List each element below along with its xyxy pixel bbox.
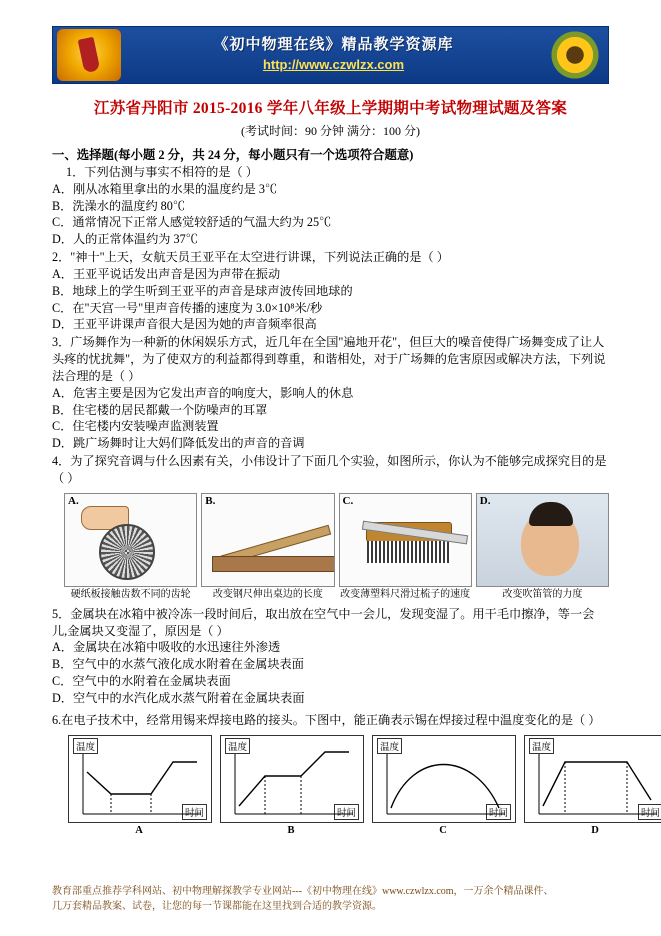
desk-icon xyxy=(212,556,334,572)
figure-a xyxy=(64,493,197,601)
question-2-option-a: A．王亚平说话发出声音是因为声带在振动 xyxy=(52,266,281,281)
chart-d-ylabel: 温度 xyxy=(529,738,554,754)
figure-b-caption: 改变钢尺伸出桌边的长度 xyxy=(212,588,323,600)
question-5-option-b: B．空气中的水蒸气液化成水附着在金属块表面 xyxy=(52,657,304,672)
question-5-option-a: A．金属块在冰箱中吸收的水迅速往外渗透 xyxy=(52,640,281,655)
question-5-stem: 5．金属块在冰箱中被冷冻一段时间后，取出放在空气中一会儿，发现变湿了。用干毛巾擦净，等一会儿,金属块又变湿了，原因是（ ） xyxy=(52,606,595,638)
chart-c-xlabel: 时间 xyxy=(486,804,511,820)
sunflower-icon xyxy=(546,29,604,81)
figure-d-label: D. xyxy=(479,494,491,507)
footer-line-2: 几万套精品教案、试卷，让您的每一节课都能在这里找到合适的教学资源。 xyxy=(52,901,382,912)
exam-subtitle: (考试时间：90 分钟 满分：100 分) xyxy=(241,124,420,138)
figure-a-label: A. xyxy=(68,494,79,507)
question-5-option-c: C．空气中的水附着在金属块表面 xyxy=(52,674,231,689)
chart-a-xlabel: 时间 xyxy=(182,804,207,820)
figure-b xyxy=(201,493,334,601)
chart-d-label: D xyxy=(591,824,599,836)
question-1-option-a: A．刚从冰箱里拿出的水果的温度约是 3℃ xyxy=(52,181,278,196)
figure-c xyxy=(339,493,472,601)
figure-b-label: B. xyxy=(205,494,216,507)
question-2-option-c: C．在"天宫一号"里声音传播的速度为 3.0×10⁸米/秒 xyxy=(52,300,323,315)
banner-url[interactable]: http://www.czwlzx.com xyxy=(262,56,405,72)
chart-c-label: C xyxy=(439,824,447,836)
chart-b-plot xyxy=(221,736,363,822)
boy-photo-icon xyxy=(477,494,608,586)
chart-d xyxy=(524,735,661,836)
figure-a-caption: 硬纸板接触齿数不同的齿轮 xyxy=(70,588,191,600)
question-1-option-d: D．人的正常体温约为 37℃ xyxy=(52,232,198,247)
question-5-option-d: D．空气中的水汽化成水蒸气附着在金属块表面 xyxy=(52,690,305,705)
chart-a xyxy=(68,735,210,836)
question-2-option-b: B．地球上的学生听到王亚平的声音是球声波传回地球的 xyxy=(52,283,353,298)
chart-b-xlabel: 时间 xyxy=(334,804,359,820)
banner-title: 《初中物理在线》精品教学资源库 xyxy=(213,37,454,54)
question-1-stem: 1．下列估测与事实不相符的是（ ） xyxy=(66,165,258,179)
chart-b-label: B xyxy=(287,824,295,836)
chart-a-label: A xyxy=(135,824,143,836)
chart-b-ylabel: 温度 xyxy=(225,738,250,754)
chart-d-plot xyxy=(525,736,661,822)
question-4-stem: 4．为了探究音调与什么因素有关，小伟设计了下面几个实验，如图所示，你认为不能够完成探究目的是（ ） xyxy=(52,454,607,485)
chart-b xyxy=(220,735,362,836)
banner-text xyxy=(121,37,546,72)
figure-c-caption: 改变薄塑料尺滑过梳子的速度 xyxy=(340,588,471,600)
figure-c-label: C. xyxy=(342,494,354,507)
chart-c-plot xyxy=(373,736,515,822)
question-1-option-b: B．洗澡水的温度约 80℃ xyxy=(52,198,186,213)
chart-c-ylabel: 温度 xyxy=(377,738,402,754)
question-2-stem: 2．"神十"上天，女航天员王亚平在太空进行讲课，下列说法正确的是（ ） xyxy=(52,250,449,265)
chart-a-ylabel: 温度 xyxy=(73,738,98,754)
site-banner xyxy=(52,26,609,84)
chart-a-plot xyxy=(69,736,211,822)
gear-icon xyxy=(99,524,155,580)
chart-d-xlabel: 时间 xyxy=(638,804,661,820)
question-3-option-b: B．住宅楼的居民都戴一个防噪声的耳罩 xyxy=(52,402,268,417)
page-footer xyxy=(52,884,617,914)
figure-d-caption: 改变吹笛管的力度 xyxy=(502,588,583,600)
question-3-option-d: D．跳广场舞时让大妈们降低发出的声音的音调 xyxy=(52,436,305,451)
question-3-stem: 3．广场舞作为一种新的休闲娱乐方式，近几年在全国"遍地开花"，但巨大的噪音使得广场舞变成了让人头疼的忧扰舞"，为了使双方的利益都得到尊重，和谐相处，对于广场舞的危害原因或解决方法，下列说法合理的是（ ） xyxy=(52,335,606,383)
flame-logo-icon xyxy=(57,29,121,81)
figure-d xyxy=(476,493,609,601)
question-4-figures xyxy=(64,493,609,601)
question-3-option-a: A．危害主要是因为它发出声音的响度大，影响人的休息 xyxy=(52,385,354,400)
section-heading-1: 一、选择题(每小题 2 分，共 24 分，每小题只有一个选项符合题意) xyxy=(52,148,414,162)
question-6-charts xyxy=(68,735,660,836)
page-title: 江苏省丹阳市 2015-2016 学年八年级上学期期中考试物理试题及答案 xyxy=(93,100,568,117)
question-1-option-c: C．通常情况下正常人感觉较舒适的气温大约为 25℃ xyxy=(52,215,332,230)
footer-line-1: 教育部重点推荐学科网站、初中物理解探教学专业网站---《初中物理在线》www.czwlzx.com，一万余个精品课件、 xyxy=(52,886,554,897)
chart-c xyxy=(372,735,514,836)
question-3-option-c: C．住宅楼内安装噪声监测装置 xyxy=(52,419,219,434)
question-2-option-d: D．王亚平讲课声音很大是因为她的声音频率很高 xyxy=(52,317,317,332)
question-6-stem: 6.在电子技术中，经常用锡来焊接电路的接头。下图中，能正确表示锡在焊接过程中温度变化的是（ ） xyxy=(52,712,601,727)
